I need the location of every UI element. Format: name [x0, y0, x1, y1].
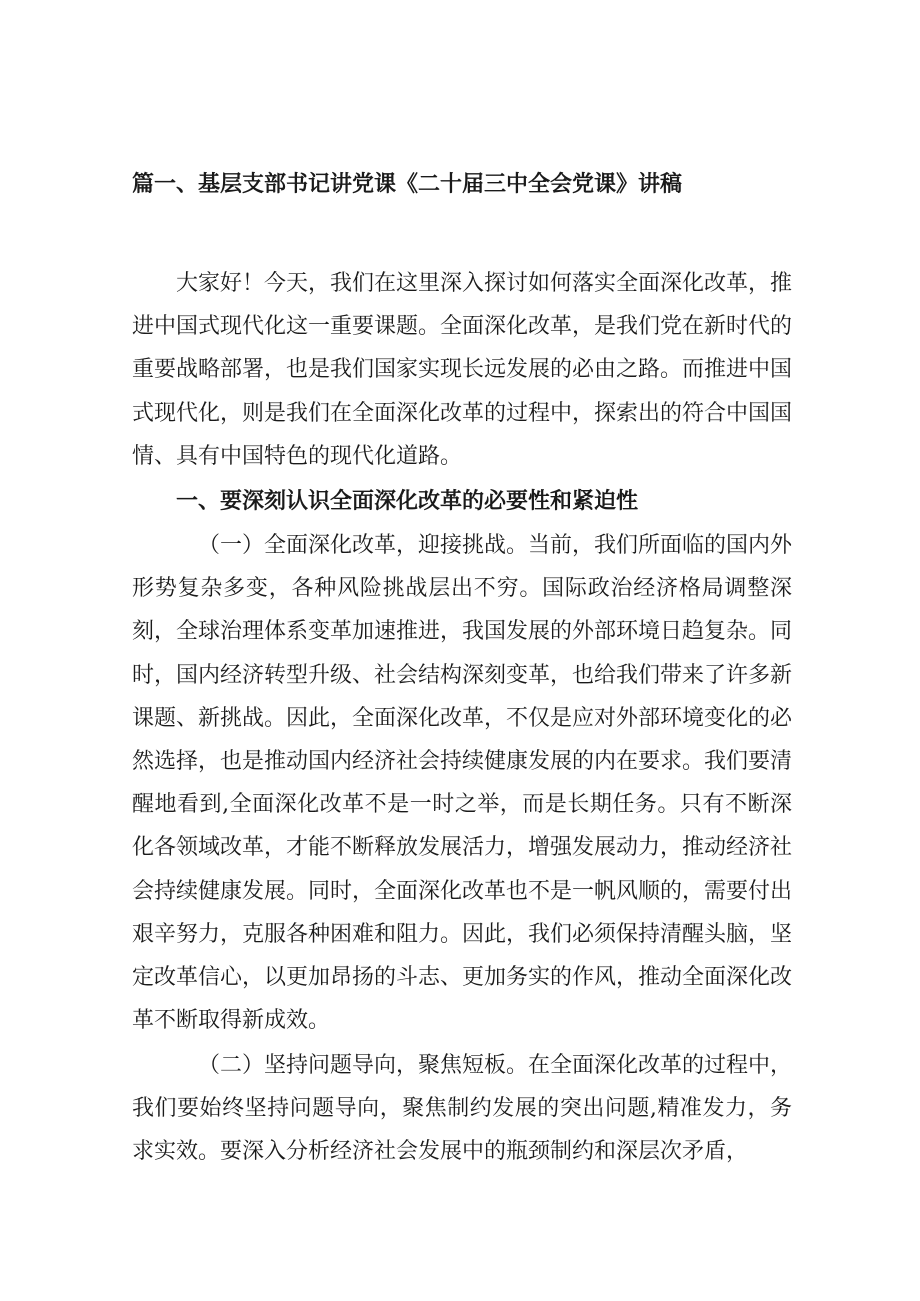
intro-paragraph: 大家好！今天，我们在这里深入探讨如何落实全面深化改革，推进中国式现代化这一重要课题。全面深化改革，是我们党在新时代的重要战略部署，也是我们国家实现长远发展的必由之路。而推进中国式现代化，则是我们在全面深化改革的过程中，探索出的符合中国国情、具有中国特色的现代化道路。 [132, 271, 793, 469]
section-one-heading: 一、要深刻认识全面深化改革的必要性和紧迫性 [176, 489, 639, 514]
subsection-one-paragraph: （一）全面深化改革，迎接挑战。当前，我们所面临的国内外形势复杂多变，各种风险挑战层出不穷。国际政治经济格局调整深刻，全球治理体系变革加速推进，我国发展的外部环境日趋复杂。同时，国内经济转型升级、社会结构深刻变革，也给我们带来了许多新课题、新挑战。因此，全面深化改革，不仅是应对外部环境变化的必然选择，也是推动国内经济社会持续健康发展的内在要求。我们要清醒地看到,全面深化改革不是一时之举，而是长期任务。只有不断深化各领域改革，才能不断释放发展活力，增强发展动力，推动经济社会持续健康发展。同时，全面深化改革也不是一帆风顺的，需要付出艰辛努力，克服各种困难和阻力。因此，我们必须保持清醒头脑，坚定改革信心，以更加昂扬的斗志、更加务实的作风，推动全面深化改革不断取得新成效。 [132, 533, 793, 1034]
document-title: 篇一、基层支部书记讲党课《二十届三中全会党课》讲稿 [132, 172, 683, 197]
subsection-two-paragraph: （二）坚持问题导向，聚焦短板。在全面深化改革的过程中，我们要始终坚持问题导向，聚焦制约发展的突出问题,精准发力，务求实效。要深入分析经济社会发展中的瓶颈制约和深层次矛盾， [132, 1053, 793, 1165]
